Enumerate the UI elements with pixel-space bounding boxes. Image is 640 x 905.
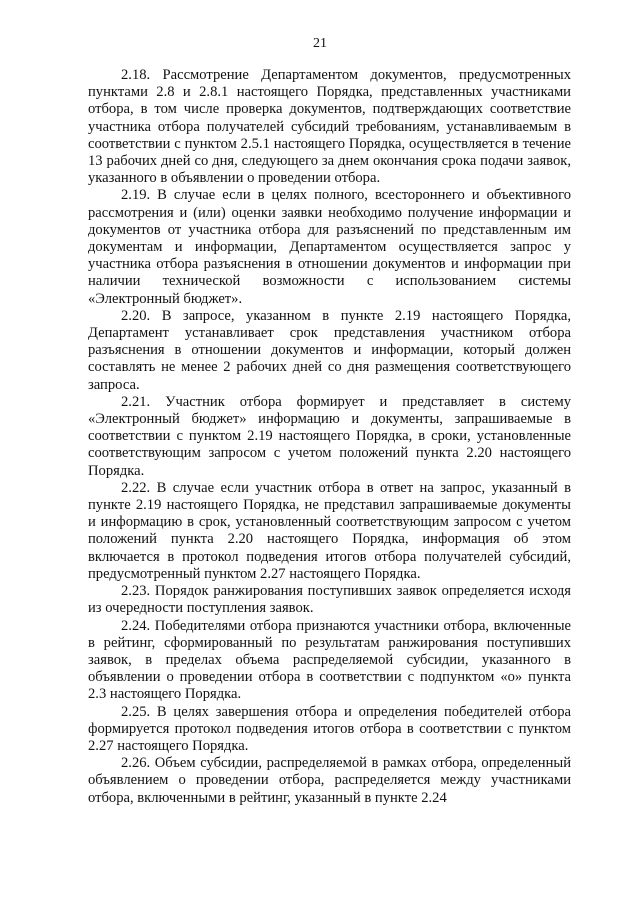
paragraph-2-26: 2.26. Объем субсидии, распределяемой в рамках отбора, определенный объявлением о проведении отбора, распределяется между участниками отбора, включенными в рейтинг, указанный в пункте 2.24 xyxy=(88,755,571,806)
paragraph-2-18: 2.18. Рассмотрение Департаментом документов, предусмотренных пунктами 2.8 и 2.8.1 настоящего Порядка, представленных участниками отбора, в том числе проверка документов, подтверждающих соответствие участника отбора получателей субсидий требованиям, устанавливаемым в соответствии с пунктом 2.5.1 настоящего Порядка, осуществляется в течение 13 рабочих дней со дня, следующего за днем окончания срока подачи заявок, указанного в объявлении о проведении отбора. xyxy=(88,67,571,187)
document-body xyxy=(88,67,571,807)
paragraph-2-23: 2.23. Порядок ранжирования поступивших заявок определяется исходя из очередности поступления заявок. xyxy=(88,583,571,617)
paragraph-2-20: 2.20. В запросе, указанном в пункте 2.19 настоящего Порядка, Департамент устанавливает срок представления участником отбора разъяснения в отношении документов и информации, который должен составлять не менее 2 рабочих дней со дня размещения соответствующего запроса. xyxy=(88,307,571,393)
page-number: 21 xyxy=(313,36,327,51)
paragraph-2-22: 2.22. В случае если участник отбора в ответ на запрос, указанный в пункте 2.19 настоящего Порядка, не представил запрашиваемые документы и информацию в срок, установленный соответствующим запросом с учетом положений пункта 2.20 настоящего Порядка, информация об этом включается в протокол подведения итогов отбора получателей субсидий, предусмотренный пунктом 2.27 настоящего Порядка. xyxy=(88,479,571,582)
paragraph-2-21: 2.21. Участник отбора формирует и представляет в систему «Электронный бюджет» информацию и документы, запрашиваемые в соответствии с пунктом 2.19 настоящего Порядка, в сроки, установленные соответствующим запросом с учетом положений пункта 2.20 настоящего Порядка. xyxy=(88,393,571,479)
paragraph-2-25: 2.25. В целях завершения отбора и определения победителей отбора формируется протокол подведения итогов отбора в соответствии с пунктом 2.27 настоящего Порядка. xyxy=(88,703,571,754)
paragraph-2-19: 2.19. В случае если в целях полного, всестороннего и объективного рассмотрения и (или) оценки заявки необходимо получение информации и документов от участника отбора для разъяснений по представленным им документам и информации, Департаментом осуществляется запрос у участника отбора разъяснения в отношении документов и информации при наличии технической возможности с использованием системы «Электронный бюджет». xyxy=(88,187,571,307)
paragraph-2-24: 2.24. Победителями отбора признаются участники отбора, включенные в рейтинг, сформированный по результатам ранжирования поступивших заявок, в пределах объема распределяемой субсидии, указанного в объявлении о проведении отбора в соответствии с подпунктом «о» пункта 2.3 настоящего Порядка. xyxy=(88,617,571,703)
